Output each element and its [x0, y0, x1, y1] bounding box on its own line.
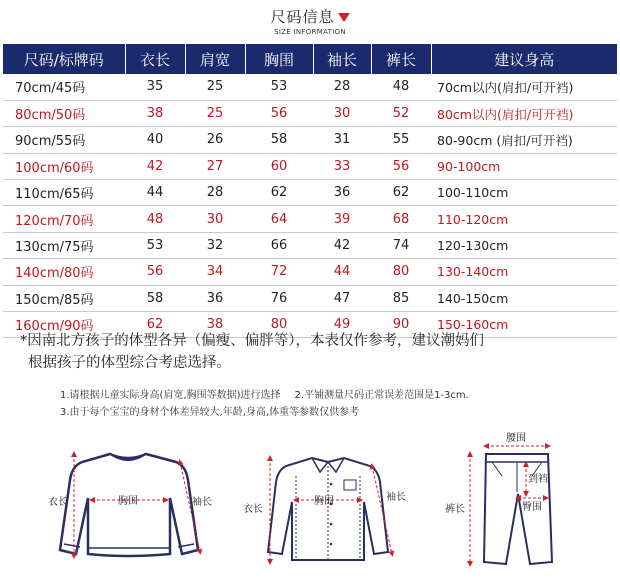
- cell-shoulder: 26: [185, 127, 245, 153]
- cell-chest: 72: [245, 259, 313, 285]
- shirt-diagram: [243, 458, 406, 562]
- reference-note: [20, 330, 610, 374]
- cell-sleeve: 49: [313, 312, 371, 338]
- triangle-down-icon: [338, 13, 350, 22]
- cell-sleeve: 39: [313, 206, 371, 232]
- cell-sleeve: 31: [313, 127, 371, 153]
- col-header-height: 建议身高: [431, 44, 617, 74]
- shirt-sleeve-label: 袖长: [386, 492, 406, 503]
- tip-3: 3.由于每个宝宝的身材个体差异较大,年龄,身高,体重等参数仅供参考: [60, 407, 360, 418]
- cell-chest: 56: [245, 100, 313, 126]
- cell-height: 140-150cm: [431, 285, 617, 311]
- cell-length: 53: [125, 232, 185, 258]
- cell-height: 90-100cm: [431, 153, 617, 179]
- cell-length: 56: [125, 259, 185, 285]
- cell-chest: 58: [245, 127, 313, 153]
- cell-chest: 64: [245, 206, 313, 232]
- page-title: 尺码信息: [270, 8, 335, 26]
- cell-pants: 90: [371, 312, 431, 338]
- cell-shoulder: 25: [185, 100, 245, 126]
- cell-chest: 76: [245, 285, 313, 311]
- cell-shoulder: 30: [185, 206, 245, 232]
- cell-pants: 85: [371, 285, 431, 311]
- cell-sleeve: 47: [313, 285, 371, 311]
- cell-sleeve: 33: [313, 153, 371, 179]
- tip-1: 1.请根据儿童实际身高(肩宽,胸围等数据)进行选择: [60, 390, 281, 401]
- cell-height: 120-130cm: [431, 232, 617, 258]
- cell-size: 110cm/65码: [3, 180, 125, 206]
- cell-shoulder: 38: [185, 312, 245, 338]
- cell-pants: 52: [371, 100, 431, 126]
- size-table: [3, 44, 617, 338]
- table-row: [3, 153, 617, 179]
- page-header: [0, 6, 620, 36]
- shirt-outline: [268, 458, 388, 560]
- table-row: [3, 180, 617, 206]
- cell-chest: 60: [245, 153, 313, 179]
- cell-sleeve: 28: [313, 74, 371, 100]
- table-row: [3, 259, 617, 285]
- cell-size: 90cm/55码: [3, 127, 125, 153]
- sweater-chest-label: 胸围: [118, 496, 138, 507]
- cell-size: 160cm/90码: [3, 312, 125, 338]
- cell-height: 80-90cm (肩扣/可开裆): [431, 127, 617, 153]
- shirt-chest-label: 胸围: [314, 496, 334, 507]
- cell-length: 62: [125, 312, 185, 338]
- cell-pants: 62: [371, 180, 431, 206]
- table-row: [3, 100, 617, 126]
- cell-size: 70cm/45码: [3, 74, 125, 100]
- cell-chest: 62: [245, 180, 313, 206]
- col-header-size: 尺码/标牌码: [3, 44, 125, 74]
- cell-sleeve: 30: [313, 100, 371, 126]
- table-row: [3, 232, 617, 258]
- cell-sleeve: 44: [313, 259, 371, 285]
- table-row: [3, 285, 617, 311]
- col-header-pants: 裤长: [371, 44, 431, 74]
- note-line-1: *因南北方孩子的体型各异（偏瘦、偏胖等），本表仅作参考，建议潮妈们: [20, 333, 484, 349]
- table-row: [3, 206, 617, 232]
- cell-sleeve: 42: [313, 232, 371, 258]
- cell-pants: 68: [371, 206, 431, 232]
- cell-height: 70cm以内(肩扣/可开裆): [431, 74, 617, 100]
- cell-size: 140cm/80码: [3, 259, 125, 285]
- page-subtitle: SIZE INFORMATION: [274, 28, 346, 36]
- cell-chest: 66: [245, 232, 313, 258]
- cell-chest: 80: [245, 312, 313, 338]
- table-row: [3, 127, 617, 153]
- sweater-sleeve-label: 袖长: [192, 497, 212, 508]
- cell-shoulder: 32: [185, 232, 245, 258]
- title-row: [270, 6, 349, 27]
- cell-height: 100-110cm: [431, 180, 617, 206]
- cell-shoulder: 28: [185, 180, 245, 206]
- pants-diagram: [445, 432, 552, 564]
- cell-shoulder: 27: [185, 153, 245, 179]
- cell-length: 48: [125, 206, 185, 232]
- cell-pants: 80: [371, 259, 431, 285]
- col-header-length: 衣长: [125, 44, 185, 74]
- pants-length-label: 裤长: [445, 504, 465, 515]
- cell-shoulder: 34: [185, 259, 245, 285]
- cell-size: 120cm/70码: [3, 206, 125, 232]
- pants-waist-label: 腰围: [506, 433, 526, 444]
- pants-hip-label: 臀围: [522, 502, 542, 513]
- table-row: [3, 74, 617, 100]
- note-line-2: 根据孩子的体型综合考虑选择。: [28, 355, 231, 371]
- cell-shoulder: 36: [185, 285, 245, 311]
- diagram-canvas: [0, 432, 620, 582]
- cell-height: 150-160cm: [431, 312, 617, 338]
- cell-pants: 55: [371, 127, 431, 153]
- size-table-header: [3, 44, 617, 74]
- col-header-sleeve: 袖长: [313, 44, 371, 74]
- cell-sleeve: 36: [313, 180, 371, 206]
- measurement-tips: [60, 387, 610, 421]
- cell-size: 150cm/85码: [3, 285, 125, 311]
- cell-size: 100cm/60码: [3, 153, 125, 179]
- cell-length: 40: [125, 127, 185, 153]
- col-header-chest: 胸围: [245, 44, 313, 74]
- shirt-length-label: 衣长: [243, 504, 263, 515]
- cell-pants: 56: [371, 153, 431, 179]
- cell-length: 44: [125, 180, 185, 206]
- cell-shoulder: 25: [185, 74, 245, 100]
- cell-size: 80cm/50码: [3, 100, 125, 126]
- col-header-shoulder: 肩宽: [185, 44, 245, 74]
- measurement-diagrams: [0, 432, 620, 582]
- sweater-diagram: [48, 454, 212, 556]
- cell-chest: 53: [245, 74, 313, 100]
- tip-2: 2.平铺测量尺码正常误差范围是1-3cm.: [294, 390, 469, 401]
- cell-size: 130cm/75码: [3, 232, 125, 258]
- cell-length: 58: [125, 285, 185, 311]
- cell-height: 80cm以内(肩扣/可开裆): [431, 100, 617, 126]
- cell-height: 130-140cm: [431, 259, 617, 285]
- cell-pants: 74: [371, 232, 431, 258]
- pants-crotch-label: 到裆: [528, 474, 548, 485]
- size-table-body: [3, 74, 617, 338]
- sweater-length-label: 衣长: [48, 497, 68, 508]
- cell-length: 42: [125, 153, 185, 179]
- cell-height: 110-120cm: [431, 206, 617, 232]
- cell-pants: 48: [371, 74, 431, 100]
- cell-length: 38: [125, 100, 185, 126]
- cell-length: 35: [125, 74, 185, 100]
